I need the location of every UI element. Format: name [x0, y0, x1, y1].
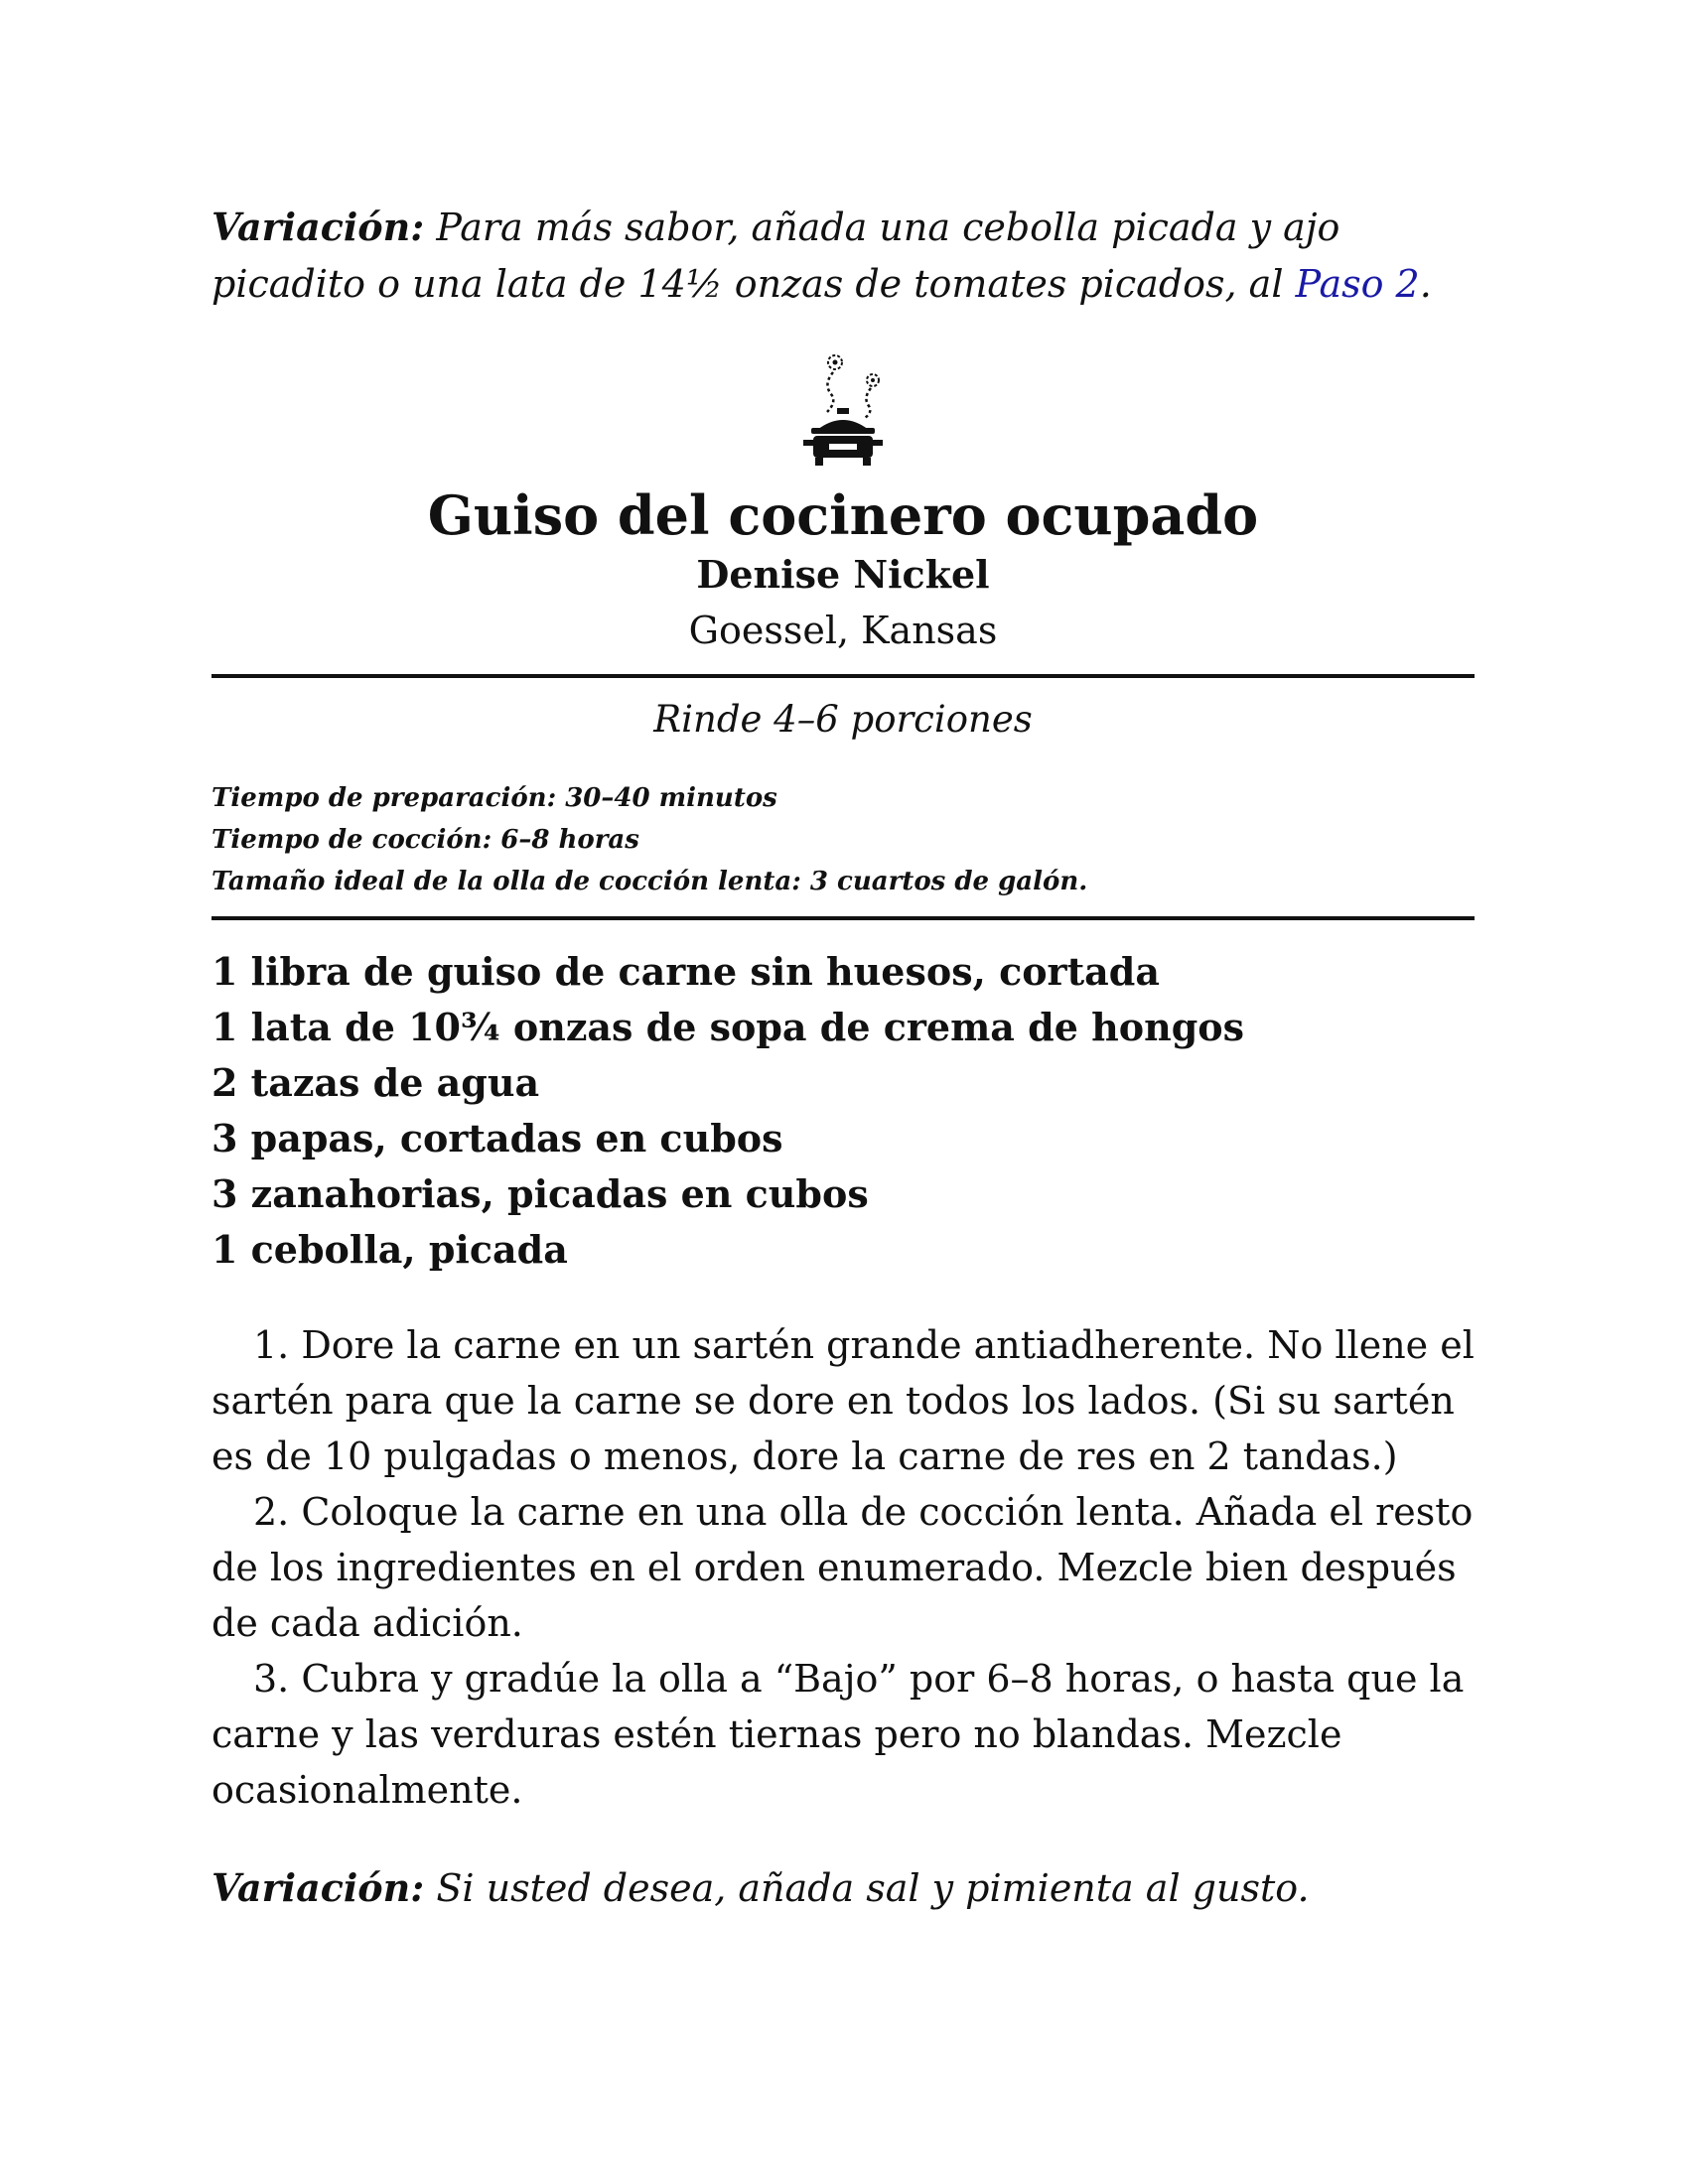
recipe-author: Denise Nickel: [696, 552, 990, 597]
variation-text: Si usted desea, añada sal y pimienta al gusto.: [424, 1866, 1310, 1910]
cooker-size: Tamaño ideal de la olla de cocción lenta: 3 cuartos de galón.: [211, 867, 1088, 896]
ingredient-item: 1 cebolla, picada: [211, 1227, 568, 1272]
ingredient-item: 3 zanahorias, picadas en cubos: [211, 1171, 869, 1216]
cook-time: Tiempo de cocción: 6–8 horas: [211, 825, 639, 855]
ingredient-item: 2 tazas de agua: [211, 1060, 540, 1105]
instruction-step: 1. Dore la carne en un sartén grande antiadherente. No llene el sartén para que la carne se dore en todos los lados. (Si su sartén es de 10 pulgadas o menos, dore la carne de res en 2 tandas.): [211, 1323, 1475, 1478]
prep-time: Tiempo de preparación: 30–40 minutos: [211, 783, 777, 813]
instruction-steps: [211, 1317, 1475, 1818]
slow-cooker-icon-wrapper: [211, 350, 1475, 470]
recipe-page: [211, 199, 1475, 1917]
instruction-step: 3. Cubra y gradúe la olla a “Bajo” por 6–8 horas, o hasta que la carne y las verduras estén tiernas pero no blandas. Mezcle ocasionalmente.: [211, 1657, 1465, 1812]
variation-label: Variación:: [211, 205, 425, 249]
divider-bottom: [211, 916, 1475, 920]
instruction-step: 2. Coloque la carne en una olla de cocción lenta. Añada el resto de los ingredientes en el orden enumerado. Mezcle bien después de cada adición.: [211, 1490, 1474, 1645]
step-2-link[interactable]: Paso 2: [1295, 262, 1420, 306]
bottom-variation-note: [211, 1859, 1475, 1917]
recipe-meta: [211, 777, 1475, 902]
variation-text: Para más sabor, añada una cebolla picada y ajo picadito o una lata de 14½ onzas de tomates picados, al: [211, 205, 1340, 306]
ingredient-list: [211, 944, 1475, 1278]
ingredient-item: 3 papas, cortadas en cubos: [211, 1116, 783, 1160]
recipe-location: Goessel, Kansas: [688, 609, 998, 652]
variation-label: Variación:: [211, 1865, 425, 1910]
variation-text-end: .: [1419, 262, 1432, 306]
slow-cooker-icon: [793, 350, 893, 470]
recipe-title: Guiso del cocinero ocupado: [427, 483, 1259, 547]
ingredient-item: 1 libra de guiso de carne sin huesos, cortada: [211, 949, 1160, 994]
ingredient-item: 1 lata de 10¾ onzas de sopa de crema de hongos: [211, 1005, 1245, 1049]
divider-top: [211, 674, 1475, 678]
top-variation-note: [211, 199, 1475, 313]
recipe-serves: Rinde 4–6 porciones: [653, 698, 1033, 741]
